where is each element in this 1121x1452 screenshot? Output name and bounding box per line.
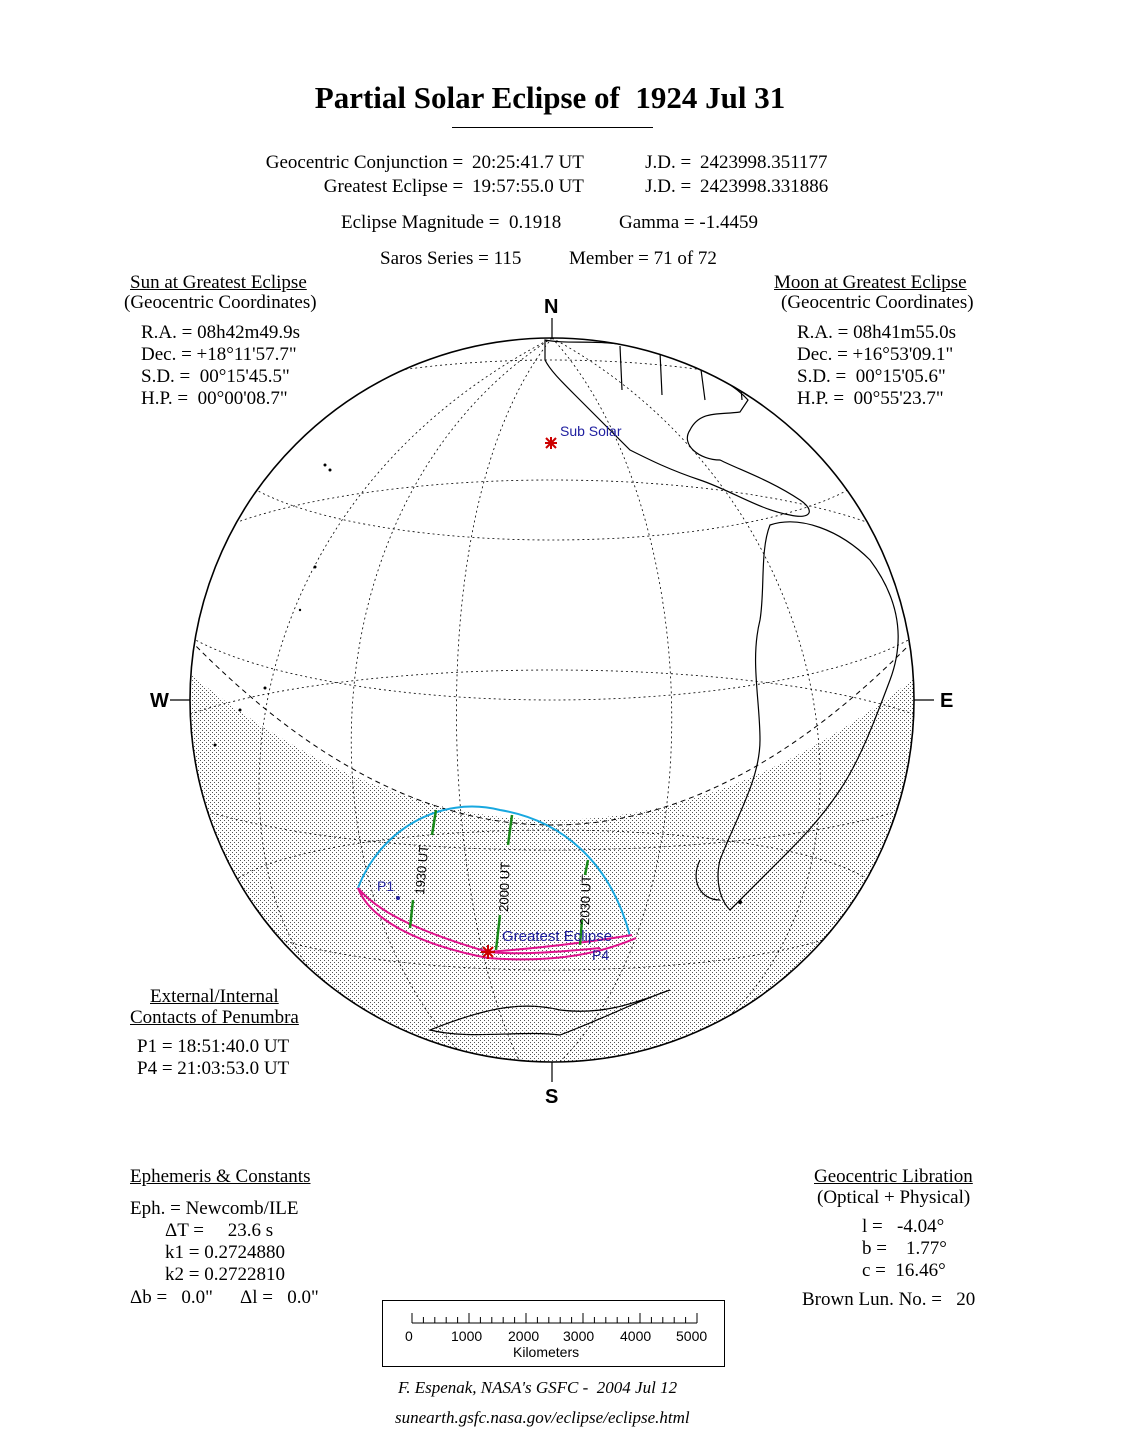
libration-subheading: (Optical + Physical) — [817, 1187, 971, 1208]
moon-hp: H.P. = 00°55'23.7" — [797, 388, 944, 409]
conjunction-jd: 2423998.351177 — [700, 152, 828, 173]
distance-scale-box — [382, 1300, 725, 1367]
greatest-eclipse-jd-label: J.D. = — [645, 176, 696, 197]
libration-heading: Geocentric Libration — [814, 1166, 973, 1187]
greatest-eclipse-marker — [481, 945, 495, 959]
conjunction-label: Geocentric Conjunction = — [265, 152, 468, 173]
saros-member: Member = 71 of 72 — [569, 248, 717, 269]
brown-lunation-number: Brown Lun. No. = 20 — [802, 1289, 976, 1310]
sun-heading: Sun at Greatest Eclipse — [130, 272, 307, 293]
libration-l: l = -4.04° — [862, 1216, 945, 1237]
compass-west: W — [150, 690, 169, 712]
greatest-eclipse-time: 19:57:55.0 UT — [472, 176, 584, 197]
scale-tick-4000: 4000 — [620, 1328, 652, 1344]
ephemeris-delta-b: Δb = 0.0" — [130, 1287, 213, 1308]
page-title: Partial Solar Eclipse of 1924 Jul 31 — [314, 80, 786, 115]
ephemeris-delta-t: ΔT = 23.6 s — [165, 1220, 274, 1241]
compass-north: N — [544, 296, 559, 318]
contacts-heading-1: External/Internal — [150, 986, 279, 1007]
ephemeris-heading: Ephemeris & Constants — [130, 1166, 311, 1187]
sun-sd: S.D. = 00°15'45.5" — [141, 366, 290, 387]
sub-solar-marker — [545, 437, 557, 449]
scale-tick-0: 0 — [405, 1328, 413, 1344]
contact-p1: P1 = 18:51:40.0 UT — [137, 1036, 290, 1057]
contact-p4: P4 = 21:03:53.0 UT — [137, 1058, 290, 1079]
p1-label: P1 — [377, 878, 395, 894]
ephemeris-eph: Eph. = Newcomb/ILE — [130, 1198, 299, 1219]
eclipse-magnitude: Eclipse Magnitude = 0.1918 — [341, 212, 562, 233]
time-label-2000: 2000 UT — [496, 861, 513, 913]
sun-hp: H.P. = 00°00'08.7" — [141, 388, 288, 409]
scale-tick-1000: 1000 — [451, 1328, 483, 1344]
greatest-eclipse-label: Greatest Eclipse = — [323, 176, 468, 197]
sun-dec: Dec. = +18°11'57.7" — [141, 344, 297, 365]
saros-series: Saros Series = 115 — [380, 248, 522, 269]
moon-ra: R.A. = 08h41m55.0s — [797, 322, 957, 343]
ephemeris-delta-l: Δl = 0.0" — [240, 1287, 319, 1308]
greatest-eclipse-label-map: Greatest Eclipse — [502, 928, 613, 945]
scale-tick-2000: 2000 — [508, 1328, 540, 1344]
moon-sd: S.D. = 00°15'05.6" — [797, 366, 946, 387]
moon-subheading: (Geocentric Coordinates) — [781, 292, 974, 313]
greatest-eclipse-jd: 2423998.331886 — [700, 176, 829, 197]
contacts-heading-2: Contacts of Penumbra — [130, 1007, 299, 1028]
conjunction-time: 20:25:41.7 UT — [472, 152, 584, 173]
sub-solar-label: Sub Solar — [560, 423, 622, 439]
sun-subheading: (Geocentric Coordinates) — [124, 292, 317, 313]
libration-c: c = 16.46° — [862, 1260, 946, 1281]
gamma: Gamma = -1.4459 — [619, 212, 758, 233]
ephemeris-k1: k1 = 0.2724880 — [165, 1242, 285, 1263]
moon-heading: Moon at Greatest Eclipse — [774, 272, 967, 293]
scale-tick-5000: 5000 — [676, 1328, 708, 1344]
libration-b: b = 1.77° — [862, 1238, 947, 1259]
sun-ra: R.A. = 08h42m49.9s — [141, 322, 301, 343]
moon-dec: Dec. = +16°53'09.1" — [797, 344, 954, 365]
scale-unit: Kilometers — [513, 1344, 580, 1360]
scale-tick-3000: 3000 — [563, 1328, 595, 1344]
author-credit: F. Espenak, NASA's GSFC - 2004 Jul 12 — [398, 1378, 678, 1397]
source-url: sunearth.gsfc.nasa.gov/eclipse/eclipse.html — [395, 1408, 690, 1427]
p1-point — [396, 896, 400, 900]
compass-south: S — [545, 1086, 559, 1108]
time-label-1930: 1930 UT — [412, 844, 432, 896]
conjunction-jd-label: J.D. = — [645, 152, 696, 173]
p4-label: P4 — [592, 947, 610, 963]
ephemeris-k2: k2 = 0.2722810 — [165, 1264, 285, 1285]
compass-east: E — [940, 690, 954, 712]
time-label-2030: 2030 UT — [577, 874, 594, 926]
